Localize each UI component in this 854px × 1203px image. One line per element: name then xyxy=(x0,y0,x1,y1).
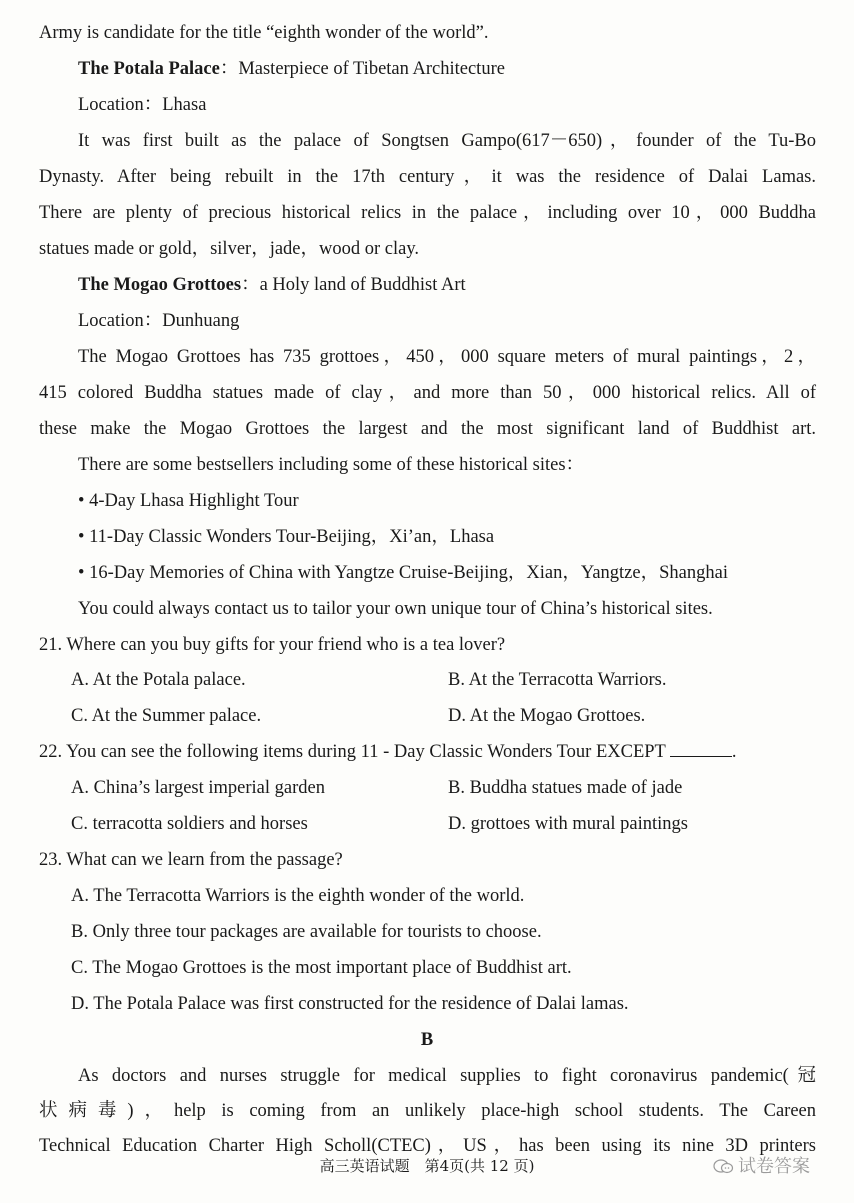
q23-option-d[interactable]: D. The Potala Palace was first constructed for the residence of Dalai lamas. xyxy=(71,994,629,1014)
mogao-location: Location：Dunhuang xyxy=(78,311,240,331)
mogao-heading-title: The Mogao Grottoes xyxy=(78,275,242,295)
potala-body-line-2: Dynasty. After being rebuilt in the 17th century，it was the residence of Dalai Lamas. xyxy=(39,167,816,187)
question-21 xyxy=(39,634,816,656)
question-stem: What can we learn from the passage? xyxy=(66,850,343,870)
intro-tail: Army is candidate for the title “eighth wonder of the world”. xyxy=(39,23,489,43)
q22-option-c[interactable]: C. terracotta soldiers and horses xyxy=(71,814,308,834)
tour-item-3: • 16-Day Memories of China with Yangtze Cruise-Beijing，Xian，Yangtze，Shanghai xyxy=(78,563,728,583)
mogao-heading xyxy=(78,274,816,296)
q23-option-a[interactable]: A. The Terracotta Warriors is the eighth wonder of the world. xyxy=(71,886,525,906)
page-footer: 高三英语试题 第4页(共 12 页) xyxy=(319,1157,535,1175)
potala-location: Location：Lhasa xyxy=(78,95,207,115)
q21-option-b[interactable]: B. At the Terracotta Warriors. xyxy=(448,670,667,690)
question-stem: You can see the following items during 11 - Day Classic Wonders Tour EXCEPT xyxy=(66,742,666,762)
mogao-heading-subtitle: ：a Holy land of Buddhist Art xyxy=(241,275,466,295)
chat-bubble-icon xyxy=(712,1158,734,1176)
question-22 xyxy=(39,741,816,763)
question-stem-end: . xyxy=(731,742,737,762)
question-number: 22. xyxy=(39,742,63,762)
question-23 xyxy=(39,849,816,871)
mogao-body-line-1: The Mogao Grottoes has 735 grottoes，450，000 square meters of mural paintings，2， xyxy=(78,347,816,367)
mogao-body-line-2: 415 colored Buddha statues made of clay，and more than 50，000 historical relics. All of xyxy=(39,383,816,403)
watermark-text: 试卷答案 xyxy=(738,1156,810,1177)
q22-option-d[interactable]: D. grottoes with mural paintings xyxy=(448,814,688,834)
potala-body-line-4: statues made or gold，silver，jade，wood or clay. xyxy=(39,239,420,259)
potala-heading xyxy=(78,58,816,80)
question-stem: Where can you buy gifts for your friend who is a tea lover? xyxy=(66,635,506,655)
passage-b-line-2: 状病毒)，help is coming from an unlikely place-high school students. The Careen xyxy=(39,1101,816,1121)
potala-heading-subtitle: ：Masterpiece of Tibetan Architecture xyxy=(219,59,505,79)
watermark xyxy=(712,1156,810,1178)
section-b-label: B xyxy=(420,1030,434,1050)
mogao-body-line-3: these make the Mogao Grottoes the largest and the most significant land of Buddhist art. xyxy=(39,419,816,439)
question-number: 23. xyxy=(39,850,63,870)
passage-b-line-3: Technical Education Charter High Scholl(CTEC)，US，has been using its nine 3D printers xyxy=(39,1136,816,1156)
contact-line: You could always contact us to tailor your own unique tour of China’s historical sites. xyxy=(78,599,713,619)
potala-body-line-1: It was first built as the palace of Songtsen Gampo(617－650)，founder of the Tu-Bo xyxy=(78,131,816,151)
q23-option-b[interactable]: B. Only three tour packages are available for tourists to choose. xyxy=(71,922,542,942)
q21-option-c[interactable]: C. At the Summer palace. xyxy=(71,706,262,726)
q21-option-d[interactable]: D. At the Mogao Grottoes. xyxy=(448,706,646,726)
q22-option-a[interactable]: A. China’s largest imperial garden xyxy=(71,778,325,798)
bestsellers-intro: There are some bestsellers including some of these historical sites： xyxy=(78,455,585,475)
q21-option-a[interactable]: A. At the Potala palace. xyxy=(71,670,246,690)
tour-item-1: • 4-Day Lhasa Highlight Tour xyxy=(78,491,299,511)
potala-body-line-3: There are plenty of precious historical relics in the palace，including over 10，000 Buddha xyxy=(39,203,816,223)
passage-b-line-1: As doctors and nurses struggle for medical supplies to fight coronavirus pandemic(冠 xyxy=(78,1066,816,1086)
potala-heading-title: The Potala Palace xyxy=(78,59,220,79)
tour-item-2: • 11-Day Classic Wonders Tour-Beijing，Xi’an，Lhasa xyxy=(78,527,495,547)
answer-blank[interactable] xyxy=(670,742,732,757)
q23-option-c[interactable]: C. The Mogao Grottoes is the most important place of Buddhist art. xyxy=(71,958,572,978)
question-number: 21. xyxy=(39,635,63,655)
q22-option-b[interactable]: B. Buddha statues made of jade xyxy=(448,778,683,798)
